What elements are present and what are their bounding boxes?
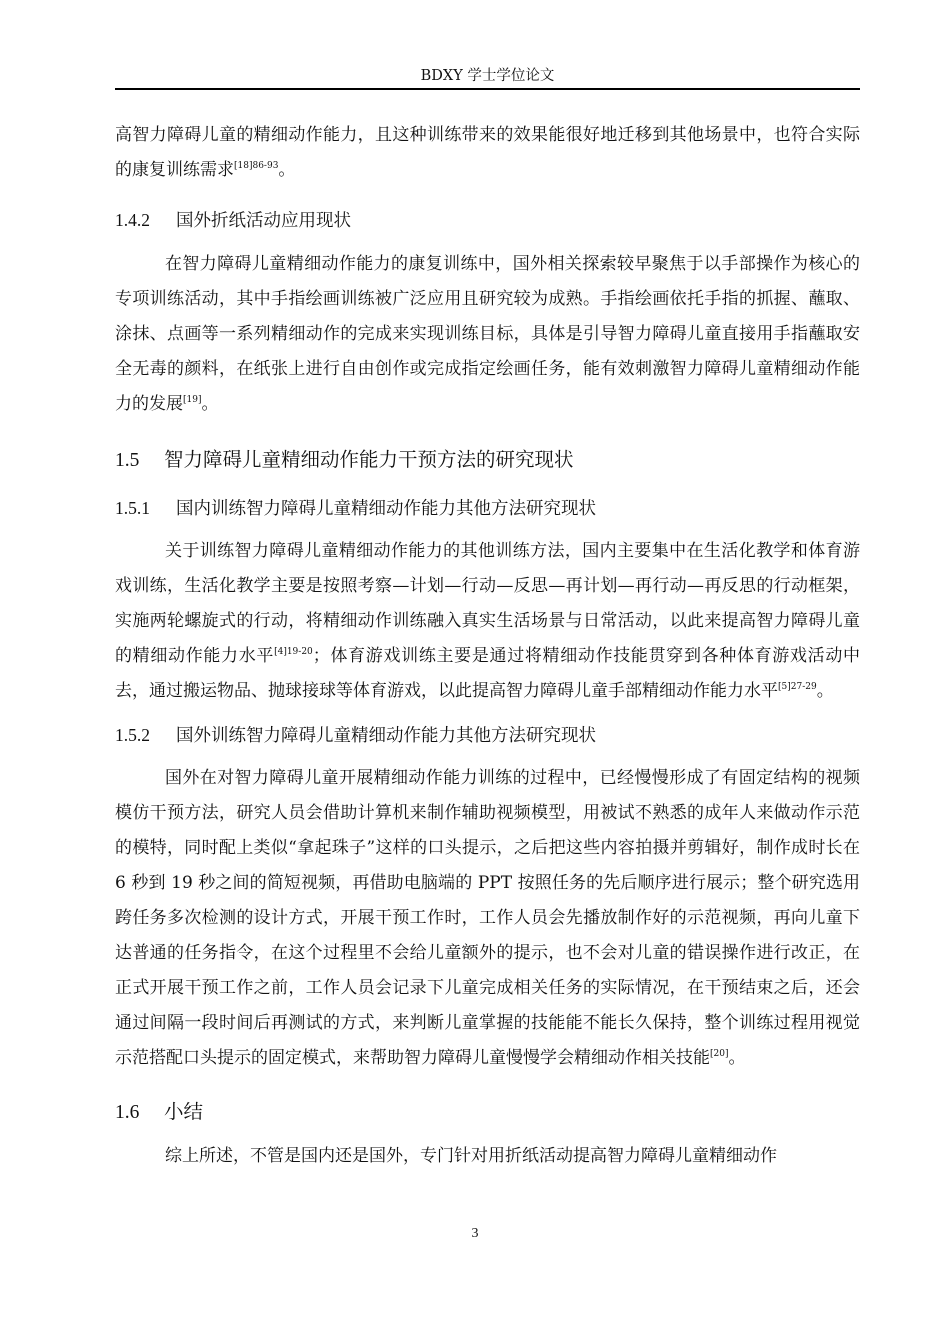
paragraph-foreign-methods <box>115 761 860 1076</box>
section-number: 1.5.2 <box>115 725 150 745</box>
section-heading-1-6 <box>115 1098 860 1127</box>
paragraph-end: 。 <box>278 160 296 180</box>
citation: [20] <box>710 1049 729 1059</box>
section-title: 国外折纸活动应用现状 <box>176 211 351 231</box>
section-heading-1-5-1 <box>115 495 860 522</box>
running-header: BDXY 学士学位论文 <box>420 68 555 84</box>
section-title: 国内训练智力障碍儿童精细动作能力其他方法研究现状 <box>176 499 596 519</box>
section-title: 智力障碍儿童精细动作能力干预方法的研究现状 <box>164 448 574 471</box>
page-body <box>115 118 860 1174</box>
citation: [5]27-29 <box>778 682 817 692</box>
paragraph-text: ；体育游戏训练主要是通过将精细动作技能贯穿到各种体育游戏活动中去，通过搬运物品、抛球接球等体育游戏，以此提高智力障碍儿童手部精细动作能力水平 <box>115 646 861 701</box>
citation: [18]86-93 <box>234 161 279 171</box>
page-number: 3 <box>471 1226 479 1241</box>
section-title: 小结 <box>164 1100 204 1123</box>
section-number: 1.5 <box>115 450 140 471</box>
citation: [19] <box>183 395 202 405</box>
section-number: 1.4.2 <box>115 210 150 230</box>
paragraph-domestic-methods <box>115 534 860 709</box>
section-number: 1.6 <box>115 1102 140 1123</box>
paragraph-text: 国外在对智力障碍儿童开展精细动作能力训练的过程中，已经慢慢形成了有固定结构的视频模仿干预方法，研究人员会借助计算机来制作辅助视频模型，用被试不熟悉的成年人来做动作示范的模特，同时配上类似“拿起珠子”这样的口头提示，之后把这些内容拍摄并剪辑好，制作成时长在 6 秒到 19 秒之间的简短视频，再借助电脑端的 PPT 按照任务的先后顺序进行展示；整个研究选用跨任务多次检测的设计方式，开展干预工作时，工作人员会先播放制作好的示范视频，再向儿童下达普通的任务指令，在这个过程里不会给儿童额外的提示，也不会对儿童的错误操作进行改正，在正式开展干预工作之前，工作人员会记录下儿童完成相关任务的实际情况，在干预结束之后，还会通过间隔一段时间后再测试的方式，来判断儿童掌握的技能能不能长久保持，整个训练过程用视觉示范搭配口头提示的固定模式，来帮助智力障碍儿童慢慢学会精细动作相关技能 <box>115 768 860 1068</box>
paragraph-end: 。 <box>816 681 834 701</box>
section-heading-1-5-2 <box>115 722 860 749</box>
paragraph-text: 高智力障碍儿童的精细动作能力，且这种训练带来的效果能很好地迁移到其他场景中，也符合实际的康复训练需求 <box>115 125 860 180</box>
header-divider <box>115 88 860 90</box>
paragraph-summary <box>115 1139 860 1174</box>
section-heading-1-5 <box>115 446 860 475</box>
paragraph-continued <box>115 118 860 188</box>
citation: [4]19-20 <box>274 647 313 657</box>
paragraph-text: 在智力障碍儿童精细动作能力的康复训练中，国外相关探索较早聚焦于以手部操作为核心的专项训练活动，其中手指绘画训练被广泛应用且研究较为成熟。手指绘画依托手指的抓握、蘸取、涂抹、点画等一系列精细动作的完成来实现训练目标，具体是引导智力障碍儿童直接用手指蘸取安全无毒的颜料，在纸张上进行自由创作或完成指定绘画任务，能有效刺激智力障碍儿童精细动作能力的发展 <box>115 254 860 414</box>
paragraph-text: 综上所述，不管是国内还是国外，专门针对用折纸活动提高智力障碍儿童精细动作 <box>165 1146 777 1166</box>
paragraph-finger-painting <box>115 247 860 422</box>
paragraph-end: 。 <box>201 394 219 414</box>
section-title: 国外训练智力障碍儿童精细动作能力其他方法研究现状 <box>176 726 596 746</box>
paragraph-text: 关于训练智力障碍儿童精细动作能力的其他训练方法，国内主要集中在生活化教学和体育游戏训练，生活化教学主要是按照考察—计划—行动—反思—再计划—再行动—再反思的行动框架，实施两轮螺旋式的行动，将精细动作训练融入真实生活场景与日常活动，以此来提高智力障碍儿童的精细动作能力水平 <box>115 541 860 666</box>
paragraph-end: 。 <box>728 1048 746 1068</box>
section-number: 1.5.1 <box>115 498 150 518</box>
section-heading-1-4-2 <box>115 207 860 234</box>
